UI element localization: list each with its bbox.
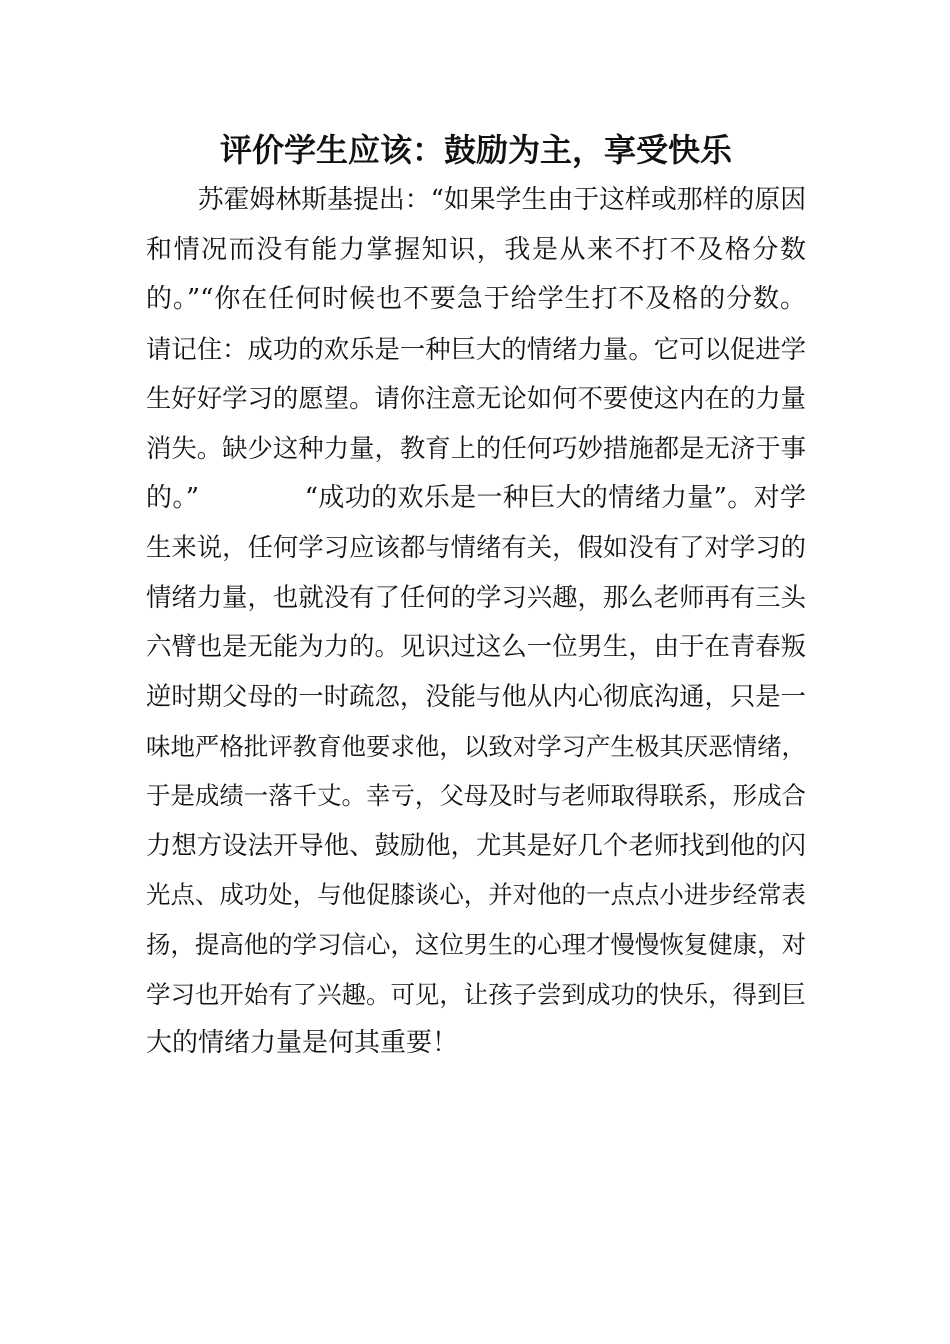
paragraph-line: 味地严格批评教育他要求他，以致对学习产生极其厌恶情绪， [146,731,806,761]
document-body [146,176,806,1069]
paragraph-line: 情绪力量，也就没有了任何的学习兴趣，那么老师再有三头 [146,581,806,612]
paragraph-line: 于是成绩一落千丈。幸亏，父母及时与老师取得联系，形成合 [146,781,806,811]
paragraph-line: 的。” “成功的欢乐是一种巨大的情绪力量”。对学 [146,482,806,513]
paragraph-line: 消失。缺少这种力量，教育上的任何巧妙措施都是无济于事 [146,432,806,463]
paragraph-line: 苏霍姆林斯基提出：“如果学生由于这样或那样的原因 [146,185,807,215]
paragraph-line: 六臂也是无能为力的。见识过这么一位男生，由于在青春叛 [146,631,806,662]
paragraph-line: 力想方设法开导他、鼓励他，尤其是好几个老师找到他的闪 [146,829,806,860]
paragraph-line: 逆时期父母的一时疏忽，没能与他从内心彻底沟通，只是一 [146,680,806,711]
paragraph-line: 的。”“你在任何时候也不要急于给学生打不及格的分数。 [146,284,806,315]
paragraph-line: 光点、成功处，与他促膝谈心，并对他的一点点小进步经常表 [146,880,806,910]
paragraph-line: 和情况而没有能力掌握知识，我是从来不打不及格分数 [146,234,806,265]
document-title: 评价学生应该：鼓励为主，享受快乐 [219,131,732,169]
paragraph-line: 生来说，任何学习应该都与情绪有关，假如没有了对学习的 [146,532,806,563]
paragraph-line: 大的情绪力量是何其重要！ [146,1028,459,1059]
paragraph-line: 请记住：成功的欢乐是一种巨大的情绪力量。它可以促进学 [146,333,806,364]
paragraph-line: 扬，提高他的学习信心，这位男生的心理才慢慢恢复健康，对 [146,929,806,959]
paragraph-line: 学习也开始有了兴趣。可见，让孩子尝到成功的快乐，得到巨 [146,979,806,1009]
paragraph-line: 生好好学习的愿望。请你注意无论如何不要使这内在的力量 [146,383,806,414]
